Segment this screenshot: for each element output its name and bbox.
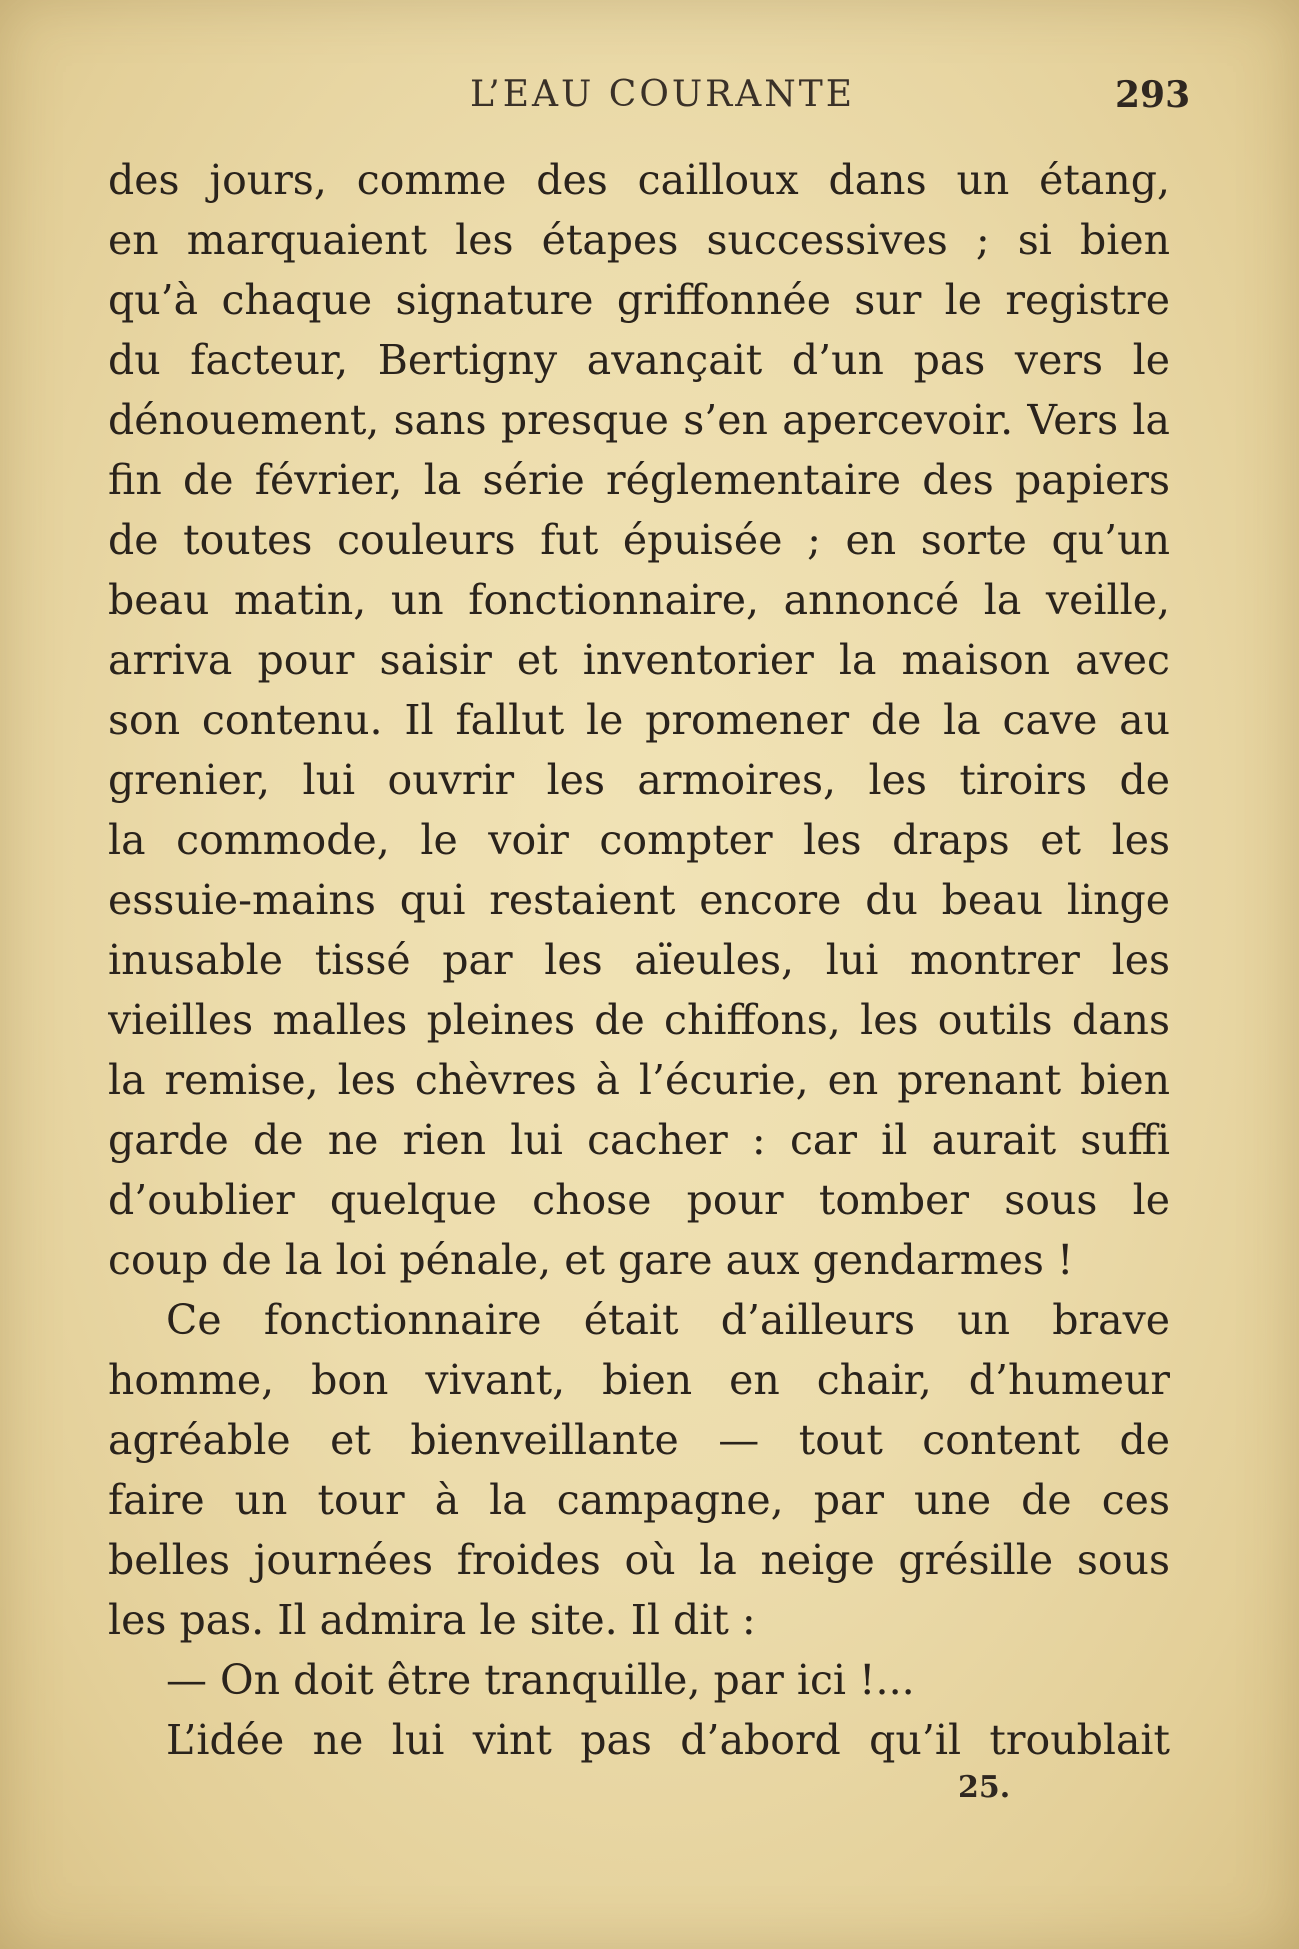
text-line: des jours, comme des cailloux dans un étang, bbox=[108, 156, 1170, 204]
text-line: en marquaient les étapes successives ; si bien bbox=[108, 216, 1170, 264]
text-line: les pas. Il admira le site. Il dit : bbox=[108, 1596, 756, 1644]
text-line: — On doit être tranquille, par ici !... bbox=[166, 1656, 915, 1704]
text-line: inusable tissé par les aïeules, lui montrer les bbox=[108, 936, 1170, 984]
signature-mark: 25. bbox=[958, 1770, 1011, 1805]
text-line: vieilles malles pleines de chiffons, les outils dans bbox=[108, 996, 1170, 1044]
text-line: garde de ne rien lui cacher : car il aurait suffi bbox=[108, 1116, 1170, 1164]
text-line: de toutes couleurs fut épuisée ; en sorte qu’un bbox=[108, 516, 1170, 564]
running-head bbox=[0, 70, 1299, 120]
text-line: essuie-mains qui restaient encore du beau linge bbox=[108, 876, 1170, 924]
text-line: agréable et bienveillante — tout content de bbox=[108, 1416, 1170, 1464]
text-line: belles journées froides où la neige grésille sous bbox=[108, 1536, 1170, 1584]
page-number: 293 bbox=[1115, 74, 1191, 116]
text-line: arriva pour saisir et inventorier la maison avec bbox=[108, 636, 1170, 684]
text-line: Ce fonctionnaire était d’ailleurs un brave bbox=[166, 1296, 1170, 1344]
running-title: L’EAU COURANTE bbox=[470, 74, 856, 115]
text-line: qu’à chaque signature griffonnée sur le registre bbox=[108, 276, 1170, 324]
text-line: L’idée ne lui vint pas d’abord qu’il troublait bbox=[166, 1716, 1170, 1764]
text-line: son contenu. Il fallut le promener de la cave au bbox=[108, 696, 1170, 744]
text-line: coup de la loi pénale, et gare aux gendarmes ! bbox=[108, 1236, 1074, 1284]
text-line: grenier, lui ouvrir les armoires, les tiroirs de bbox=[108, 756, 1170, 804]
text-line: dénouement, sans presque s’en apercevoir. Vers la bbox=[108, 396, 1170, 444]
text-line: la commode, le voir compter les draps et les bbox=[108, 816, 1170, 864]
body-text bbox=[108, 150, 1170, 1770]
text-line: beau matin, un fonctionnaire, annoncé la veille, bbox=[108, 576, 1170, 624]
text-line: fin de février, la série réglementaire des papiers bbox=[108, 456, 1170, 504]
text-line: la remise, les chèvres à l’écurie, en prenant bien bbox=[108, 1056, 1170, 1104]
text-line: d’oublier quelque chose pour tomber sous le bbox=[108, 1176, 1170, 1224]
text-line: du facteur, Bertigny avançait d’un pas vers le bbox=[108, 336, 1170, 384]
text-line: faire un tour à la campagne, par une de ces bbox=[108, 1476, 1170, 1524]
text-line: homme, bon vivant, bien en chair, d’humeur bbox=[108, 1356, 1170, 1404]
